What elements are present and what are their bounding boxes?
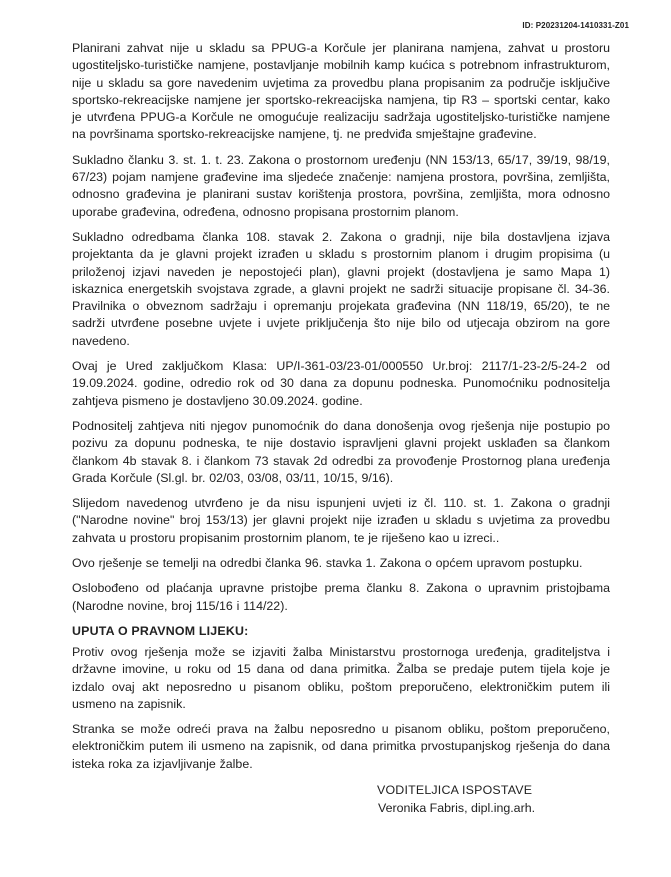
paragraph-legal-basis: Ovo rješenje se temelji na odredbi članka 96. stavka 1. Zakona o općem upravom postupku. [72, 556, 583, 571]
signature-block [377, 781, 610, 817]
paragraph-no-response: Podnositelj zahtjeva niti njegov punomoćnik do dana donošenja ovog rješenja nije postupio po pozivu za dopunu podneska, te nije dostavio ispravljeni glavni projekt usklađen sa člankom člankom 4b stavak 8. i člankom 73 stavak 2d odredbi za provođenje Prostornog plana uređenja Grada Korčule (Sl.gl. br. 02/03, 03/08, 03/11, 10/15, 9/16). [72, 418, 610, 485]
paragraph-missing-documents: Sukladno odredbama članka 108. stavak 2. Zakona o gradnji, nije bila dostavljena izjava projektanta da je glavni projekt izrađen u skladu s prostornim planom i drugim propisima (u priloženoj izjavi naveden je nepostojeći plan), glavni projekt (dostavljena je samo Mapa 1) iskaznica energetskih svojstava zgrade, a glavni projekt ne sadrži situacije propisane čl. 34-36. Pravilnika o obveznom sadržaju i opremanju projekata građevina (NN 118/19, 65/20), te ne sadrži utvrđene posebne uvjete i uvjete priključenja što nije bilo od utjecaja obzirom na gore navedeno. [72, 229, 610, 348]
paragraph-deadline-order: Ovaj je Ured zaključkom Klasa: UP/I-361-03/23-01/000550 Ur.broj: 2117/1-23-2/5-24-2 od 19.09.2024. godine, odredio rok od 30 dana za dopunu podneska. Punomoćniku podnositelja zahtjeva pismeno je dostavljeno 30.09.2024. godine. [72, 359, 610, 408]
signatory-name: Veronika Fabris, dipl.ing.arh. [378, 800, 536, 815]
document-id: ID: P20231204-1410331-Z01 [522, 21, 629, 30]
legal-remedy-heading: UPUTA O PRAVNOM LIJEKU: [72, 623, 249, 638]
paragraph-zoning-mismatch: Planirani zahvat nije u skladu sa PPUG-a Korčule jer planirana namjena, zahvat u prostoru ugostiteljsko-turističke namjene, postavljanje mobilnih kamp kućica s potrebnom infrastrukturom, nije u skladu sa gore navedenim uvjetima za provedbu plana propisanim za područje isključive sportsko-rekreacijske namjene jer sportsko-rekreacijska namjena, tip R3 – sportski centar, kako je utvrđena PPUG-a Korčule ne omogućuje realizaciju sadržaja ugostiteljsko-turističke namjene na površinama sportsko-rekreacijske namjene, tj. ne predviđa smještajne građevine. [72, 41, 610, 142]
signatory-title: VODITELJICA ISPOSTAVE [377, 782, 533, 797]
paragraph-appeal-instructions: Protiv ovog rješenja može se izjaviti žalba Ministarstvu prostornoga uređenja, graditeljstva i državne imovine, u roku od 15 dana od dana primitka. Žalba se predaje putem tijela koje je izdalo ovaj akt neposredno u pisanom obliku, poštom preporučeno, elektroničkim putem ili usmeno na zapisnik. [72, 644, 610, 711]
paragraph-conclusion: Slijedom navedenog utvrđeno je da nisu ispunjeni uvjeti iz čl. 110. st. 1. Zakona o gradnji ("Narodne novine" broj 153/13) jer glavni projekt nije izrađen u skladu s uvjetima za provedbu zahvata u prostoru propisanim prostornim planom, te je riješeno kao u izreci.. [72, 496, 610, 545]
paragraph-fee-exemption: Oslobođeno od plaćanja upravne pristojbe prema članku 8. Zakona o upravnim pristojbama (Narodne novine, broj 115/16 i 114/22). [72, 581, 610, 613]
paragraph-building-purpose: Sukladno članku 3. st. 1. t. 23. Zakona o prostornom uređenju (NN 153/13, 65/17, 39/19, 98/19, 67/23) pojam namjene građevine ima sljedeće značenje: namjena prostora, površina, zemljišta, odnosno građevina je planirani sustav korištenja prostora, površina, zemljišta, mora odnosno uporabe građevina, određena, odnosno propisana prostornim planom. [72, 152, 610, 219]
document-body [72, 40, 610, 817]
paragraph-appeal-waiver: Stranka se može odreći prava na žalbu neposredno u pisanom obliku, poštom preporučeno, elektroničkim putem ili usmeno na zapisnik, od dana primitka prvostupanjskog rješenja do dana isteka roka za izjavljivanje žalbe. [72, 722, 610, 771]
